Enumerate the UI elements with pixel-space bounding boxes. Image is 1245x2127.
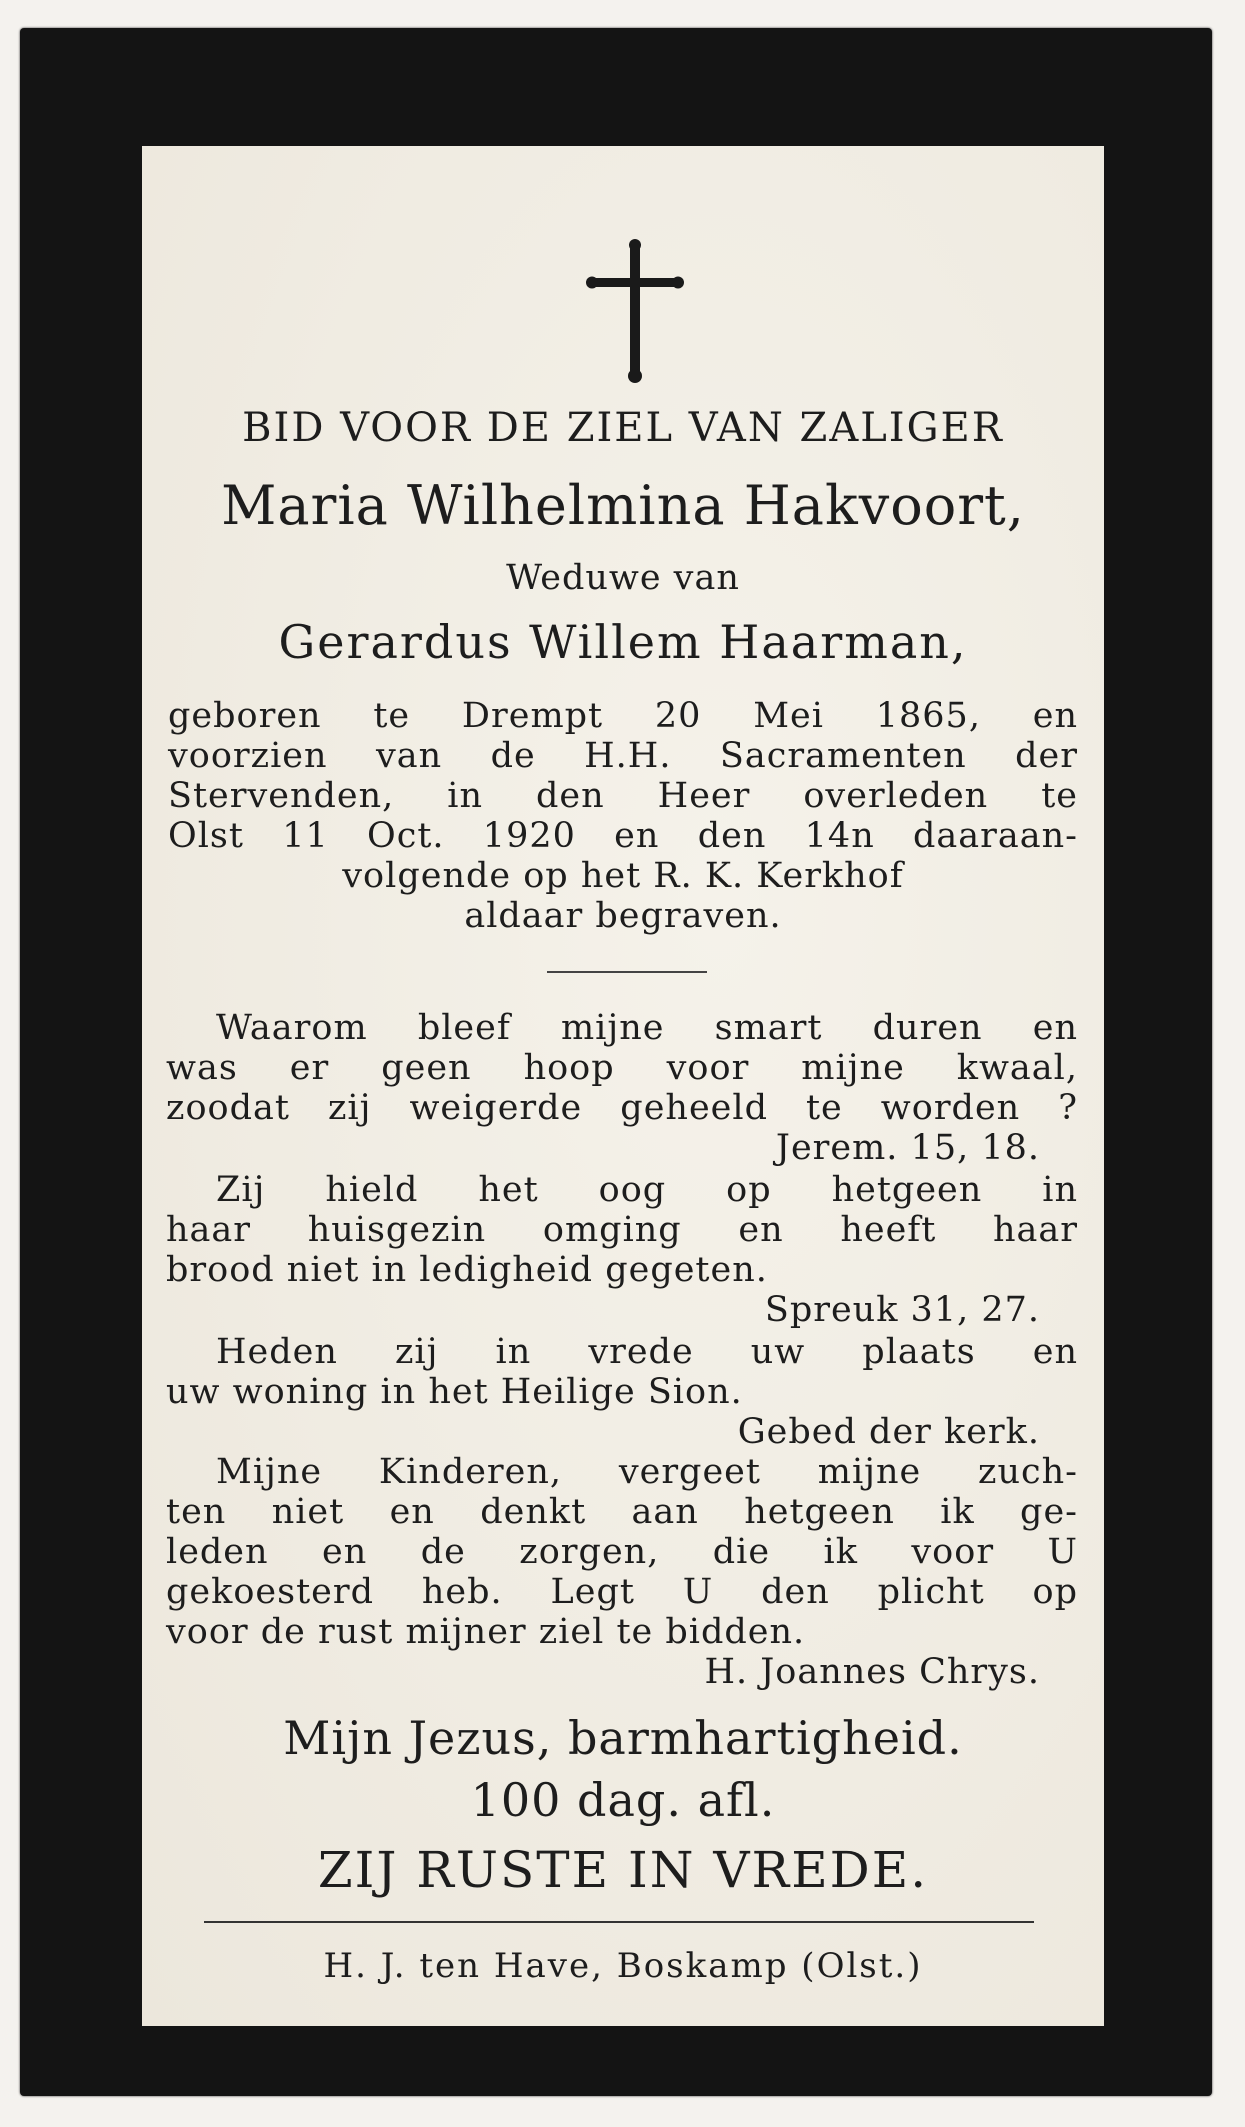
footer-rule (204, 1921, 1034, 1923)
bio-line: geboren te Drempt 20 Mei 1865, en (168, 696, 1078, 736)
verse-source: Gebed der kerk. (737, 1412, 1040, 1452)
verse-line: Waarom bleef mijne smart duren en (216, 1008, 1078, 1048)
verse-line: ten niet en denkt aan hetgeen ik ge- (166, 1492, 1078, 1532)
printer-credit: H. J. ten Have, Boskamp (Olst.) (323, 1946, 923, 1986)
card-paper (142, 146, 1104, 2026)
relation-text: Weduwe van (506, 558, 740, 598)
verse-line: uw woning in het Heilige Sion. (166, 1372, 743, 1412)
verse-line: Zij hield het oog op hetgeen in (216, 1170, 1078, 1210)
verse-source: Spreuk 31, 27. (764, 1290, 1040, 1330)
verse-line: Mijne Kinderen, vergeet mijne zuch- (216, 1452, 1078, 1492)
verse-line: brood niet in ledigheid gegeten. (166, 1250, 768, 1290)
separator-line (547, 971, 707, 973)
card-header: BID VOOR DE ZIEL VAN ZALIGER (242, 405, 1004, 451)
verse-source: H. Joannes Chrys. (704, 1652, 1040, 1692)
verse-source: Jerem. 15, 18. (775, 1128, 1040, 1168)
verse-line: haar huisgezin omging en heeft haar (166, 1210, 1078, 1250)
prayer-text: Mijn Jezus, barmhartigheid. (283, 1711, 963, 1765)
verse-line: Heden zij in vrede uw plaats en (216, 1332, 1078, 1372)
bio-line: Stervenden, in den Heer overleden te (168, 776, 1078, 816)
verse-line: gekoesterd heb. Legt U den plicht op (166, 1572, 1078, 1612)
verse-line: was er geen hoop voor mijne kwaal, (166, 1048, 1078, 1088)
cross-icon (585, 238, 685, 383)
bio-line: Olst 11 Oct. 1920 en den 14n daaraan- (168, 816, 1078, 856)
deceased-name: Maria Wilhelmina Hakvoort, (221, 474, 1025, 537)
verse-line: leden en de zorgen, die ik voor U (166, 1532, 1078, 1572)
verse-line: zoodat zij weigerde geheeld te worden ? (166, 1088, 1078, 1128)
bio-line: aldaar begraven. (464, 896, 782, 936)
verse-line: voor de rust mijner ziel te bidden. (166, 1612, 806, 1652)
bio-line: volgende op het R. K. Kerkhof (342, 856, 904, 896)
spouse-name: Gerardus Willem Haarman, (278, 615, 968, 669)
closing-text: ZIJ RUSTE IN VREDE. (317, 1841, 929, 1899)
bio-line: voorzien van de H.H. Sacramenten der (168, 736, 1078, 776)
indulgence-text: 100 dag. afl. (470, 1773, 776, 1827)
memorial-card (20, 28, 1212, 2096)
